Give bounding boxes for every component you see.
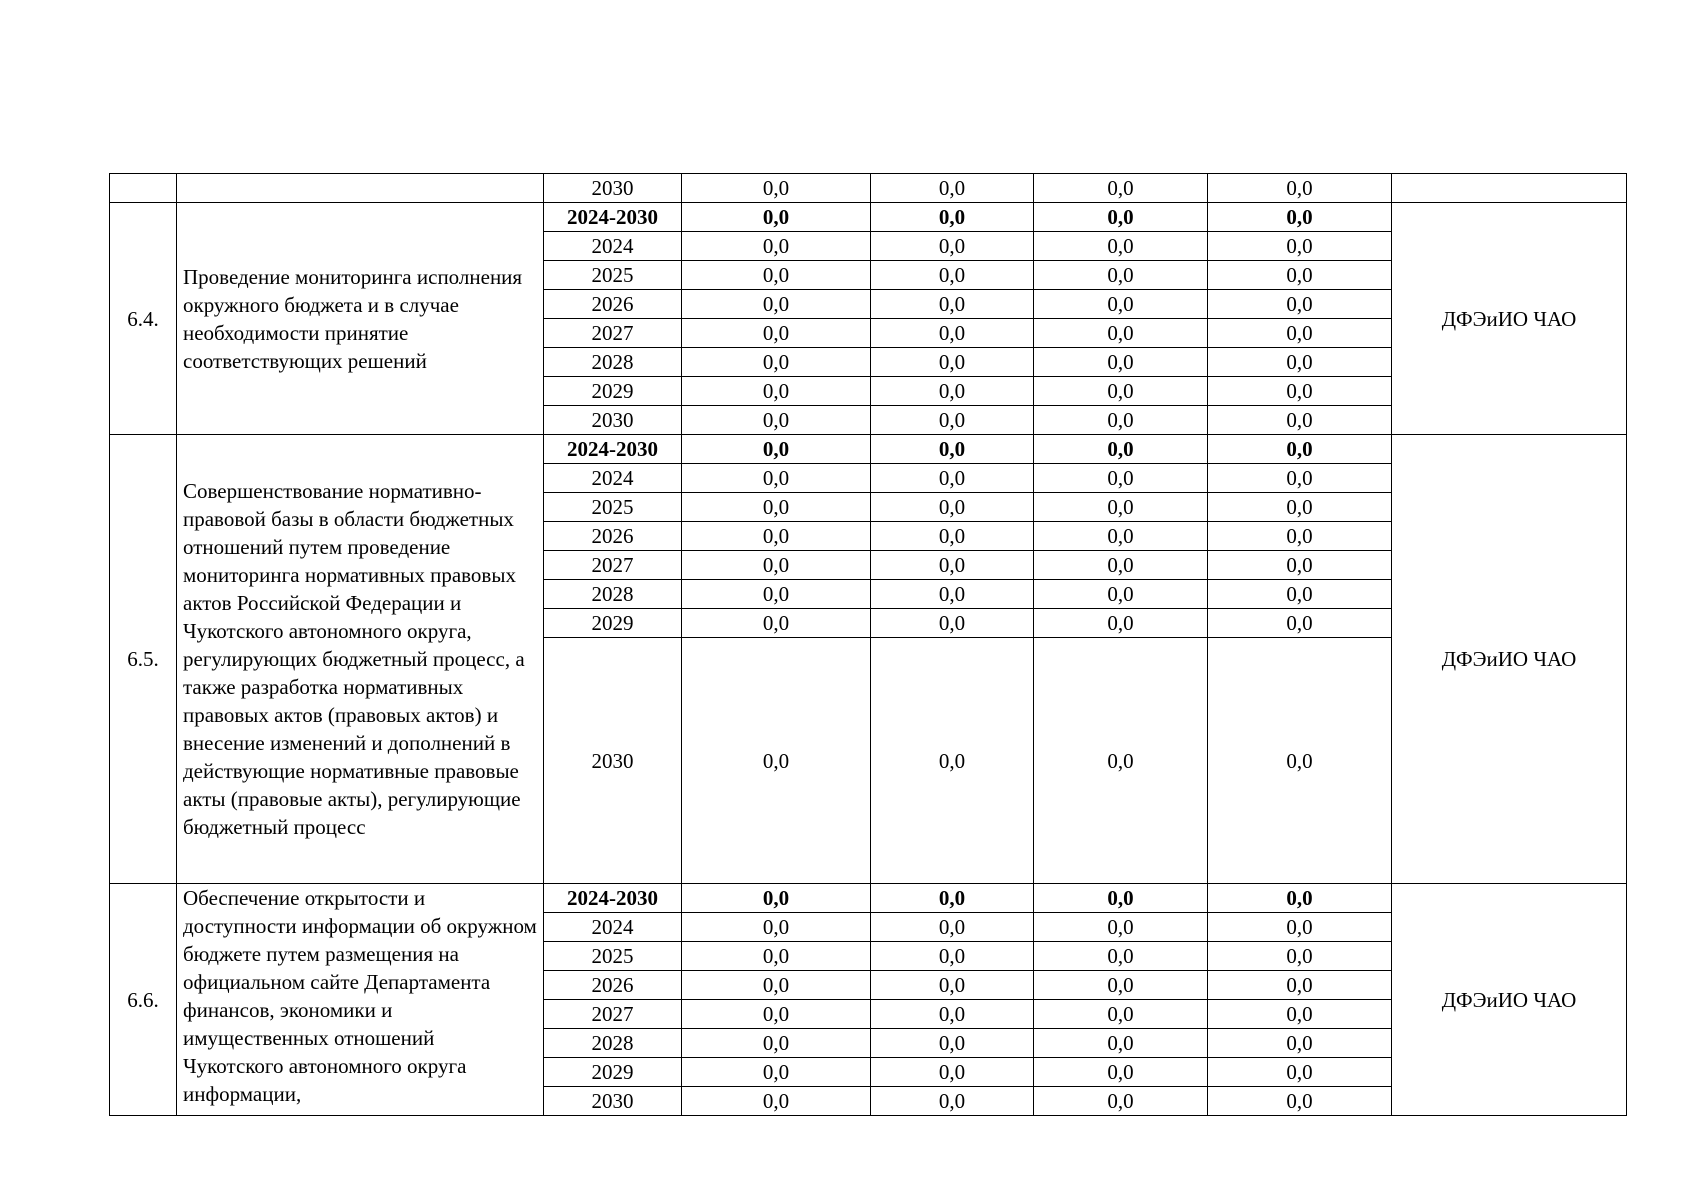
value-cell: 0,0 <box>1208 551 1392 580</box>
section-number: 6.4. <box>110 203 177 435</box>
value-cell: 0,0 <box>1034 290 1208 319</box>
year-cell: 2028 <box>544 580 682 609</box>
value-cell: 0,0 <box>1034 580 1208 609</box>
table-row <box>110 884 1627 913</box>
executor-cell: ДФЭиИО ЧАО <box>1392 884 1627 1116</box>
value-cell: 0,0 <box>871 261 1034 290</box>
value-cell: 0,0 <box>682 522 871 551</box>
value-cell: 0,0 <box>1034 1029 1208 1058</box>
value-cell: 0,0 <box>871 319 1034 348</box>
year-cell: 2027 <box>544 1000 682 1029</box>
section-description: Обеспечение открытости и доступности информации об окружном бюджете путем размещения на официальном сайте Департамента финансов, экономики и имущественных отношений Чукотского автономного округа информации, <box>177 884 544 1116</box>
value-cell: 0,0 <box>1208 377 1392 406</box>
value-cell: 0,0 <box>1034 203 1208 232</box>
value-cell: 0,0 <box>871 435 1034 464</box>
value-cell: 0,0 <box>682 232 871 261</box>
year-cell: 2026 <box>544 971 682 1000</box>
value-cell: 0,0 <box>1034 435 1208 464</box>
value-cell: 0,0 <box>1034 464 1208 493</box>
value-cell: 0,0 <box>871 493 1034 522</box>
value-cell: 0,0 <box>682 493 871 522</box>
value-cell: 0,0 <box>871 1000 1034 1029</box>
executor-cell: ДФЭиИО ЧАО <box>1392 435 1627 884</box>
value-cell: 0,0 <box>1208 174 1392 203</box>
value-cell: 0,0 <box>871 1029 1034 1058</box>
value-cell: 0,0 <box>1208 493 1392 522</box>
year-cell: 2030 <box>544 1087 682 1116</box>
section-number: 6.6. <box>110 884 177 1116</box>
value-cell: 0,0 <box>1034 971 1208 1000</box>
value-cell: 0,0 <box>1034 522 1208 551</box>
executor-cell <box>1392 174 1627 203</box>
year-cell: 2025 <box>544 261 682 290</box>
value-cell: 0,0 <box>871 174 1034 203</box>
value-cell: 0,0 <box>871 913 1034 942</box>
value-cell: 0,0 <box>1208 435 1392 464</box>
value-cell: 0,0 <box>871 609 1034 638</box>
value-cell: 0,0 <box>871 551 1034 580</box>
value-cell: 0,0 <box>871 971 1034 1000</box>
value-cell: 0,0 <box>1208 1058 1392 1087</box>
value-cell: 0,0 <box>871 406 1034 435</box>
value-cell: 0,0 <box>1034 261 1208 290</box>
value-cell: 0,0 <box>682 290 871 319</box>
value-cell: 0,0 <box>871 290 1034 319</box>
value-cell: 0,0 <box>1208 942 1392 971</box>
section-number: 6.5. <box>110 435 177 884</box>
value-cell: 0,0 <box>1034 551 1208 580</box>
year-cell: 2027 <box>544 551 682 580</box>
year-cell: 2030 <box>544 174 682 203</box>
year-cell: 2028 <box>544 1029 682 1058</box>
value-cell: 0,0 <box>682 971 871 1000</box>
value-cell: 0,0 <box>1034 1000 1208 1029</box>
value-cell: 0,0 <box>1208 1000 1392 1029</box>
value-cell: 0,0 <box>682 913 871 942</box>
value-cell: 0,0 <box>1034 406 1208 435</box>
value-cell: 0,0 <box>1034 232 1208 261</box>
year-cell: 2024 <box>544 913 682 942</box>
value-cell: 0,0 <box>1208 261 1392 290</box>
value-cell: 0,0 <box>1208 971 1392 1000</box>
value-cell: 0,0 <box>682 942 871 971</box>
value-cell: 0,0 <box>1034 638 1208 884</box>
value-cell: 0,0 <box>1208 884 1392 913</box>
value-cell: 0,0 <box>871 884 1034 913</box>
value-cell: 0,0 <box>1208 232 1392 261</box>
value-cell: 0,0 <box>1208 348 1392 377</box>
table-row <box>110 203 1627 232</box>
value-cell: 0,0 <box>682 174 871 203</box>
value-cell: 0,0 <box>1034 942 1208 971</box>
value-cell: 0,0 <box>1034 1087 1208 1116</box>
value-cell: 0,0 <box>871 232 1034 261</box>
section-description: Совершенствование нормативно-правовой базы в области бюджетных отношений путем проведение мониторинга нормативных правовых актов Российской Федерации и Чукотского автономного округа, регулирующих бюджетный процесс, а также разработка нормативных правовых актов (правовых актов) и внесение изменений и дополнений в действующие нормативные правовые акты (правовые акты), регулирующие бюджетный процесс <box>177 435 544 884</box>
value-cell: 0,0 <box>1034 348 1208 377</box>
value-cell: 0,0 <box>1208 609 1392 638</box>
value-cell: 0,0 <box>1208 913 1392 942</box>
value-cell: 0,0 <box>682 406 871 435</box>
value-cell: 0,0 <box>1208 290 1392 319</box>
value-cell: 0,0 <box>1034 884 1208 913</box>
year-cell: 2024 <box>544 232 682 261</box>
value-cell: 0,0 <box>1034 377 1208 406</box>
value-cell: 0,0 <box>871 348 1034 377</box>
value-cell: 0,0 <box>682 377 871 406</box>
value-cell: 0,0 <box>682 319 871 348</box>
year-cell: 2028 <box>544 348 682 377</box>
value-cell: 0,0 <box>1034 174 1208 203</box>
year-cell: 2029 <box>544 609 682 638</box>
value-cell: 0,0 <box>682 435 871 464</box>
year-cell: 2030 <box>544 406 682 435</box>
value-cell: 0,0 <box>682 203 871 232</box>
value-cell: 0,0 <box>1034 493 1208 522</box>
value-cell: 0,0 <box>682 638 871 884</box>
year-cell: 2025 <box>544 493 682 522</box>
value-cell: 0,0 <box>682 1087 871 1116</box>
table-body <box>110 174 1627 1116</box>
value-cell: 0,0 <box>682 884 871 913</box>
value-cell: 0,0 <box>871 580 1034 609</box>
value-cell: 0,0 <box>1034 319 1208 348</box>
continuation-row <box>110 174 1627 203</box>
executor-cell: ДФЭиИО ЧАО <box>1392 203 1627 435</box>
section-description: Проведение мониторинга исполнения окружного бюджета и в случае необходимости принятие соответствующих решений <box>177 203 544 435</box>
year-cell: 2026 <box>544 522 682 551</box>
value-cell: 0,0 <box>682 261 871 290</box>
year-cell: 2025 <box>544 942 682 971</box>
value-cell: 0,0 <box>682 580 871 609</box>
value-cell: 0,0 <box>1208 1087 1392 1116</box>
value-cell: 0,0 <box>871 638 1034 884</box>
budget-activities-table <box>109 173 1627 1116</box>
description-cell <box>177 174 544 203</box>
year-cell: 2024 <box>544 464 682 493</box>
value-cell: 0,0 <box>682 1058 871 1087</box>
year-cell: 2027 <box>544 319 682 348</box>
value-cell: 0,0 <box>1208 1029 1392 1058</box>
value-cell: 0,0 <box>682 609 871 638</box>
value-cell: 0,0 <box>1034 609 1208 638</box>
year-cell: 2024-2030 <box>544 435 682 464</box>
value-cell: 0,0 <box>871 522 1034 551</box>
table-row <box>110 435 1627 464</box>
value-cell: 0,0 <box>682 348 871 377</box>
value-cell: 0,0 <box>1208 203 1392 232</box>
year-cell: 2029 <box>544 377 682 406</box>
value-cell: 0,0 <box>682 464 871 493</box>
year-cell: 2030 <box>544 638 682 884</box>
value-cell: 0,0 <box>682 1029 871 1058</box>
value-cell: 0,0 <box>1208 522 1392 551</box>
value-cell: 0,0 <box>1208 464 1392 493</box>
value-cell: 0,0 <box>871 203 1034 232</box>
value-cell: 0,0 <box>1034 913 1208 942</box>
value-cell: 0,0 <box>871 377 1034 406</box>
value-cell: 0,0 <box>1208 406 1392 435</box>
value-cell: 0,0 <box>1208 319 1392 348</box>
value-cell: 0,0 <box>682 1000 871 1029</box>
value-cell: 0,0 <box>871 942 1034 971</box>
year-cell: 2024-2030 <box>544 884 682 913</box>
value-cell: 0,0 <box>871 464 1034 493</box>
value-cell: 0,0 <box>1208 638 1392 884</box>
value-cell: 0,0 <box>871 1058 1034 1087</box>
year-cell: 2026 <box>544 290 682 319</box>
value-cell: 0,0 <box>1208 580 1392 609</box>
number-cell <box>110 174 177 203</box>
value-cell: 0,0 <box>871 1087 1034 1116</box>
year-cell: 2024-2030 <box>544 203 682 232</box>
year-cell: 2029 <box>544 1058 682 1087</box>
value-cell: 0,0 <box>682 551 871 580</box>
value-cell: 0,0 <box>1034 1058 1208 1087</box>
